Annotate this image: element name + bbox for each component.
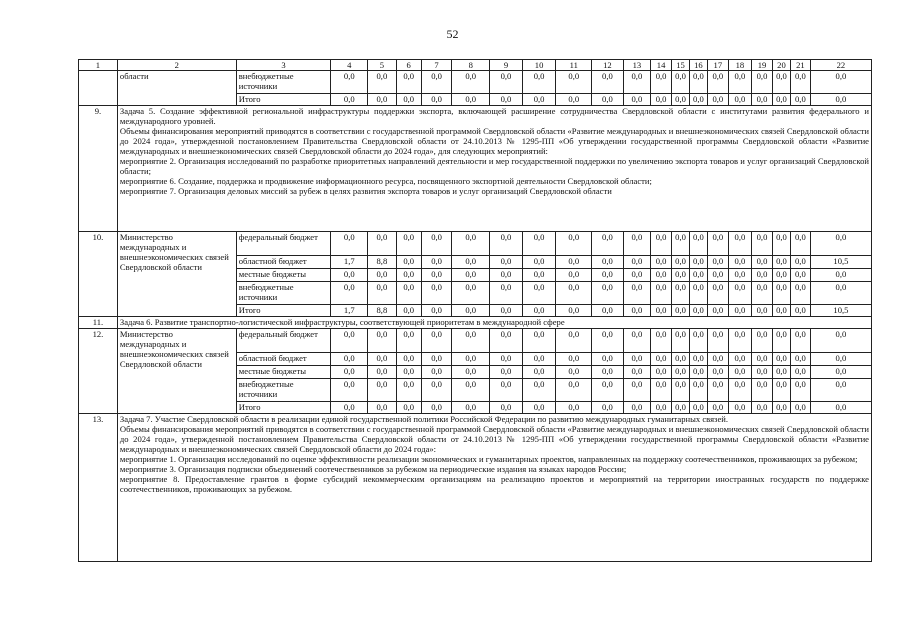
value-cell: 0,0	[651, 256, 672, 269]
value-cell: 0,0	[623, 71, 650, 94]
value-cell: 0,0	[810, 282, 871, 305]
value-cell: 0,0	[396, 269, 421, 282]
value-cell: 0,0	[751, 379, 772, 402]
value-cell: 0,0	[751, 71, 772, 94]
value-cell: 0,0	[689, 282, 707, 305]
value-cell: 0,0	[556, 282, 592, 305]
value-cell: 0,0	[790, 329, 810, 353]
value-cell: 0,0	[331, 353, 368, 366]
value-cell: 0,0	[651, 305, 672, 317]
source-cell: Итого	[236, 402, 331, 414]
value-cell: 0,0	[592, 269, 624, 282]
value-cell: 0,0	[773, 282, 791, 305]
task-paragraph: Задача 5. Создание эффективной региональной инфраструктуры поддержки экспорта, включающей расширение сотрудничества Свердловской области с институтами развития федерального и международного уровней.	[119, 106, 869, 126]
value-cell: 0,0	[331, 71, 368, 94]
value-cell: 0,0	[651, 94, 672, 106]
value-cell: 0,0	[592, 379, 624, 402]
value-cell: 0,0	[556, 232, 592, 256]
task-paragraph: мероприятие 1. Организация исследований по оценке эффективности реализации экономических и гуманитарных проектов, направленных на поддержку соотечественников, проживающих за рубежом;	[119, 454, 858, 464]
value-cell: 0,0	[490, 329, 523, 353]
value-cell: 0,0	[623, 232, 650, 256]
value-cell: 0,0	[592, 366, 624, 379]
value-cell: 0,0	[728, 379, 751, 402]
value-cell: 0,0	[452, 305, 490, 317]
value-cell: 0,0	[707, 256, 728, 269]
value-cell: 0,0	[810, 94, 871, 106]
value-cell: 0,0	[396, 232, 421, 256]
value-cell: 0,0	[522, 232, 556, 256]
value-cell: 0,0	[790, 366, 810, 379]
value-cell: 0,0	[790, 305, 810, 317]
value-cell: 0,0	[751, 232, 772, 256]
value-cell: 0,0	[452, 94, 490, 106]
value-cell: 0,0	[651, 232, 672, 256]
row-number: 9.	[79, 106, 118, 232]
value-cell: 0,0	[556, 353, 592, 366]
value-cell: 0,0	[592, 353, 624, 366]
header-cell: 19	[751, 60, 772, 71]
source-cell: федеральный бюджет	[236, 232, 331, 256]
value-cell: 0,0	[790, 379, 810, 402]
value-cell: 0,0	[396, 329, 421, 353]
value-cell: 0,0	[421, 329, 452, 353]
value-cell: 0,0	[368, 94, 396, 106]
header-cell: 3	[236, 60, 331, 71]
task-text: Задача 6. Развитие транспортно-логистической инфраструктуры, соответствующей приоритетам в международной сфере	[117, 317, 871, 329]
task-paragraph: мероприятие 8. Предоставление грантов в форме субсидий некоммерческим организациям на реализацию проектов и мероприятий на территории иностранных государств по поддержке соотечественников, проживающих за рубежом.	[119, 474, 869, 494]
value-cell: 0,0	[773, 269, 791, 282]
task-paragraph: мероприятие 3. Организация подписки объединений соотечественников за рубежом на периодические издания на языках народов России;	[119, 464, 627, 474]
value-cell: 0,0	[651, 269, 672, 282]
value-cell: 0,0	[707, 269, 728, 282]
value-cell: 0,0	[368, 353, 396, 366]
value-cell: 0,0	[623, 94, 650, 106]
value-cell: 0,0	[368, 282, 396, 305]
value-cell: 0,0	[672, 379, 690, 402]
header-cell: 4	[331, 60, 368, 71]
value-cell: 0,0	[751, 282, 772, 305]
value-cell: 0,0	[452, 256, 490, 269]
value-cell: 0,0	[421, 282, 452, 305]
value-cell: 0,0	[689, 402, 707, 414]
value-cell: 0,0	[689, 256, 707, 269]
value-cell: 0,0	[592, 232, 624, 256]
header-cell: 1	[79, 60, 118, 71]
value-cell: 0,0	[592, 402, 624, 414]
value-cell: 0,0	[751, 256, 772, 269]
value-cell: 0,0	[331, 282, 368, 305]
task-row	[79, 414, 872, 562]
value-cell: 0,0	[689, 353, 707, 366]
value-cell: 0,0	[810, 379, 871, 402]
header-cell: 12	[592, 60, 624, 71]
value-cell: 0,0	[689, 379, 707, 402]
source-cell: внебюджетные источники	[236, 282, 331, 305]
value-cell: 0,0	[522, 71, 556, 94]
value-cell: 0,0	[751, 305, 772, 317]
value-cell: 0,0	[689, 269, 707, 282]
value-cell: 0,0	[522, 353, 556, 366]
value-cell: 0,0	[421, 379, 452, 402]
value-cell: 0,0	[556, 379, 592, 402]
value-cell: 0,0	[368, 366, 396, 379]
value-cell: 0,0	[810, 353, 871, 366]
value-cell: 0,0	[707, 94, 728, 106]
value-cell: 0,0	[368, 379, 396, 402]
value-cell: 0,0	[790, 353, 810, 366]
value-cell: 0,0	[421, 232, 452, 256]
value-cell: 0,0	[452, 329, 490, 353]
value-cell: 0,0	[396, 282, 421, 305]
task-paragraph: Объемы финансирования мероприятий приводятся в соответствии с государственной программой Свердловской области «Развитие международных и внешнеэкономических связей Свердловской области до 2024 года», утвержденной постановлением Правительства Свердловской области от 24.10.2013 № 1295-ПП «Об утверждении государственной программы Свердловской области «Развитие международных и внешнеэкономических связей Свердловской области до 2024 года», для следующих мероприятий:	[119, 126, 869, 156]
value-cell: 0,0	[689, 329, 707, 353]
value-cell: 0,0	[522, 94, 556, 106]
value-cell: 0,0	[728, 305, 751, 317]
value-cell: 0,0	[623, 269, 650, 282]
value-cell: 0,0	[592, 305, 624, 317]
value-cell: 0,0	[490, 282, 523, 305]
value-cell: 0,0	[790, 94, 810, 106]
value-cell: 0,0	[651, 282, 672, 305]
value-cell: 0,0	[623, 305, 650, 317]
value-cell: 0,0	[623, 379, 650, 402]
value-cell: 0,0	[331, 379, 368, 402]
value-cell: 0,0	[421, 256, 452, 269]
value-cell: 0,0	[522, 329, 556, 353]
value-cell: 0,0	[773, 379, 791, 402]
value-cell: 1,7	[331, 256, 368, 269]
value-cell: 0,0	[790, 256, 810, 269]
task-paragraph: Задача 7. Участие Свердловской области в реализации единой государственной политики Российской Федерации по развитию международных гуманитарных связей.	[119, 414, 729, 424]
value-cell: 0,0	[490, 305, 523, 317]
task-row	[79, 106, 872, 232]
header-cell: 16	[689, 60, 707, 71]
value-cell: 0,0	[623, 256, 650, 269]
value-cell: 0,0	[490, 353, 523, 366]
value-cell: 0,0	[810, 366, 871, 379]
value-cell: 0,0	[452, 379, 490, 402]
value-cell: 0,0	[728, 402, 751, 414]
value-cell: 0,0	[331, 232, 368, 256]
value-cell: 0,0	[396, 305, 421, 317]
value-cell: 0,0	[728, 71, 751, 94]
value-cell: 0,0	[689, 305, 707, 317]
value-cell: 0,0	[452, 282, 490, 305]
value-cell: 0,0	[790, 269, 810, 282]
value-cell: 0,0	[751, 94, 772, 106]
header-row	[79, 60, 872, 71]
value-cell: 0,0	[331, 366, 368, 379]
value-cell: 0,0	[672, 282, 690, 305]
executor-cell: Министерство международных и внешнеэкономических связей Свердловской области	[117, 232, 236, 317]
value-cell: 0,0	[651, 379, 672, 402]
value-cell: 0,0	[773, 94, 791, 106]
value-cell: 0,0	[773, 353, 791, 366]
value-cell: 0,0	[490, 269, 523, 282]
value-cell: 0,0	[396, 366, 421, 379]
value-cell: 0,0	[556, 402, 592, 414]
value-cell: 0,0	[556, 305, 592, 317]
value-cell: 0,0	[751, 402, 772, 414]
value-cell: 0,0	[773, 402, 791, 414]
value-cell: 0,0	[810, 329, 871, 353]
value-cell: 0,0	[556, 94, 592, 106]
value-cell: 0,0	[689, 366, 707, 379]
value-cell: 0,0	[522, 402, 556, 414]
value-cell: 0,0	[421, 94, 452, 106]
value-cell: 0,0	[707, 366, 728, 379]
header-cell: 21	[790, 60, 810, 71]
task-text	[117, 414, 871, 562]
row-number	[79, 71, 118, 106]
value-cell: 0,0	[707, 402, 728, 414]
header-cell: 7	[421, 60, 452, 71]
executor-cell: Министерство международных и внешнеэкономических связей Свердловской области	[117, 329, 236, 414]
value-cell: 0,0	[651, 329, 672, 353]
value-cell: 0,0	[672, 366, 690, 379]
header-cell: 2	[117, 60, 236, 71]
header-cell: 18	[728, 60, 751, 71]
value-cell: 0,0	[672, 71, 690, 94]
header-cell: 20	[773, 60, 791, 71]
header-cell: 14	[651, 60, 672, 71]
value-cell: 0,0	[773, 71, 791, 94]
source-cell: местные бюджеты	[236, 269, 331, 282]
value-cell: 0,0	[490, 402, 523, 414]
value-cell: 0,0	[810, 71, 871, 94]
value-cell: 0,0	[773, 305, 791, 317]
value-cell: 0,0	[490, 379, 523, 402]
value-cell: 0,0	[707, 379, 728, 402]
header-cell: 6	[396, 60, 421, 71]
value-cell: 0,0	[421, 71, 452, 94]
header-cell: 10	[522, 60, 556, 71]
value-cell: 0,0	[556, 329, 592, 353]
task-text	[117, 106, 871, 232]
value-cell: 0,0	[490, 366, 523, 379]
value-cell: 0,0	[672, 232, 690, 256]
value-cell: 0,0	[331, 329, 368, 353]
table-row	[79, 232, 872, 256]
value-cell: 10,5	[810, 256, 871, 269]
value-cell: 0,0	[368, 269, 396, 282]
value-cell: 0,0	[396, 353, 421, 366]
value-cell: 0,0	[728, 256, 751, 269]
value-cell: 0,0	[452, 353, 490, 366]
value-cell: 0,0	[728, 94, 751, 106]
value-cell: 0,0	[331, 402, 368, 414]
value-cell: 0,0	[751, 366, 772, 379]
task-paragraph: мероприятие 6. Создание, поддержка и продвижение информационного ресурса, посвященного экспортной деятельности Свердловской области;	[119, 176, 652, 186]
value-cell: 0,0	[490, 71, 523, 94]
value-cell: 0,0	[689, 71, 707, 94]
value-cell: 0,0	[623, 366, 650, 379]
value-cell: 0,0	[452, 269, 490, 282]
value-cell: 0,0	[728, 366, 751, 379]
value-cell: 0,0	[623, 329, 650, 353]
table-row	[79, 71, 872, 94]
value-cell: 0,0	[331, 94, 368, 106]
value-cell: 0,0	[452, 366, 490, 379]
value-cell: 0,0	[421, 402, 452, 414]
value-cell: 0,0	[396, 256, 421, 269]
header-cell: 22	[810, 60, 871, 71]
header-cell: 9	[490, 60, 523, 71]
value-cell: 0,0	[522, 282, 556, 305]
value-cell: 0,0	[728, 269, 751, 282]
value-cell: 0,0	[396, 402, 421, 414]
row-number: 11.	[79, 317, 118, 329]
value-cell: 0,0	[522, 269, 556, 282]
value-cell: 0,0	[728, 329, 751, 353]
value-cell: 0,0	[592, 282, 624, 305]
value-cell: 0,0	[421, 353, 452, 366]
value-cell: 0,0	[396, 379, 421, 402]
value-cell: 0,0	[672, 269, 690, 282]
value-cell: 8,8	[368, 256, 396, 269]
source-cell: областной бюджет	[236, 353, 331, 366]
value-cell: 0,0	[773, 366, 791, 379]
value-cell: 0,0	[623, 402, 650, 414]
value-cell: 0,0	[790, 402, 810, 414]
source-cell: федеральный бюджет	[236, 329, 331, 353]
value-cell: 0,0	[707, 329, 728, 353]
executor-cell: области	[117, 71, 236, 106]
value-cell: 0,0	[490, 94, 523, 106]
header-cell: 8	[452, 60, 490, 71]
source-cell: внебюджетные источники	[236, 379, 331, 402]
value-cell: 8,8	[368, 305, 396, 317]
value-cell: 0,0	[728, 353, 751, 366]
value-cell: 0,0	[707, 305, 728, 317]
value-cell: 0,0	[592, 256, 624, 269]
value-cell: 1,7	[331, 305, 368, 317]
value-cell: 0,0	[728, 232, 751, 256]
value-cell: 0,0	[773, 329, 791, 353]
source-cell: Итого	[236, 94, 331, 106]
value-cell: 0,0	[707, 282, 728, 305]
value-cell: 10,5	[810, 305, 871, 317]
value-cell: 0,0	[790, 71, 810, 94]
value-cell: 0,0	[623, 282, 650, 305]
task-paragraph: мероприятие 2. Организация исследований по разработке приоритетных направлений деятельности и мер государственной поддержки по увеличению экспорта товаров и услуг организаций Свердловской области;	[119, 156, 869, 176]
value-cell: 0,0	[672, 94, 690, 106]
value-cell: 0,0	[689, 94, 707, 106]
row-number: 13.	[79, 414, 118, 562]
header-cell: 11	[556, 60, 592, 71]
source-cell: Итого	[236, 305, 331, 317]
financing-table	[78, 59, 872, 562]
value-cell: 0,0	[672, 402, 690, 414]
value-cell: 0,0	[751, 269, 772, 282]
source-cell: областной бюджет	[236, 256, 331, 269]
value-cell: 0,0	[592, 329, 624, 353]
value-cell: 0,0	[672, 256, 690, 269]
value-cell: 0,0	[421, 269, 452, 282]
value-cell: 0,0	[773, 256, 791, 269]
source-cell: внебюджетные источники	[236, 71, 331, 94]
value-cell: 0,0	[751, 329, 772, 353]
value-cell: 0,0	[651, 366, 672, 379]
value-cell: 0,0	[651, 402, 672, 414]
value-cell: 0,0	[810, 269, 871, 282]
value-cell: 0,0	[421, 305, 452, 317]
value-cell: 0,0	[331, 269, 368, 282]
value-cell: 0,0	[707, 232, 728, 256]
value-cell: 0,0	[490, 232, 523, 256]
value-cell: 0,0	[368, 232, 396, 256]
value-cell: 0,0	[651, 71, 672, 94]
task-paragraph: Объемы финансирования мероприятий приводятся в соответствии с государственной программой Свердловской области «Развитие международных и внешнеэкономических связей Свердловской области до 2024 года», утвержденной постановлением Правительства Свердловской области от 24.10.2013 № 1295-ПП «Об утверждении государственной программы Свердловской области «Развитие международных и внешнеэкономических связей Свердловской области до 2024 года»:	[119, 424, 869, 454]
value-cell: 0,0	[728, 282, 751, 305]
value-cell: 0,0	[672, 329, 690, 353]
value-cell: 0,0	[592, 94, 624, 106]
value-cell: 0,0	[773, 232, 791, 256]
value-cell: 0,0	[556, 71, 592, 94]
value-cell: 0,0	[396, 71, 421, 94]
task-paragraph: мероприятие 7. Организация деловых миссий за рубеж в целях развития экспорта товаров и услуг организаций Свердловской области	[119, 186, 612, 196]
value-cell: 0,0	[556, 256, 592, 269]
header-cell: 17	[707, 60, 728, 71]
row-number: 10.	[79, 232, 118, 317]
value-cell: 0,0	[651, 353, 672, 366]
value-cell: 0,0	[421, 366, 452, 379]
value-cell: 0,0	[452, 402, 490, 414]
value-cell: 0,0	[790, 282, 810, 305]
header-cell: 5	[368, 60, 396, 71]
value-cell: 0,0	[689, 232, 707, 256]
header-cell: 13	[623, 60, 650, 71]
value-cell: 0,0	[368, 402, 396, 414]
value-cell: 0,0	[452, 71, 490, 94]
value-cell: 0,0	[592, 71, 624, 94]
value-cell: 0,0	[490, 256, 523, 269]
value-cell: 0,0	[396, 94, 421, 106]
table-row	[79, 329, 872, 353]
value-cell: 0,0	[522, 379, 556, 402]
value-cell: 0,0	[810, 402, 871, 414]
task-row	[79, 317, 872, 329]
value-cell: 0,0	[556, 269, 592, 282]
value-cell: 0,0	[556, 366, 592, 379]
value-cell: 0,0	[790, 232, 810, 256]
value-cell: 0,0	[751, 353, 772, 366]
value-cell: 0,0	[672, 353, 690, 366]
value-cell: 0,0	[810, 232, 871, 256]
row-number: 12.	[79, 329, 118, 414]
value-cell: 0,0	[672, 305, 690, 317]
value-cell: 0,0	[368, 329, 396, 353]
value-cell: 0,0	[522, 305, 556, 317]
value-cell: 0,0	[707, 353, 728, 366]
value-cell: 0,0	[707, 71, 728, 94]
page-number: 52	[446, 27, 459, 41]
source-cell: местные бюджеты	[236, 366, 331, 379]
value-cell: 0,0	[522, 256, 556, 269]
value-cell: 0,0	[368, 71, 396, 94]
value-cell: 0,0	[452, 232, 490, 256]
value-cell: 0,0	[522, 366, 556, 379]
value-cell: 0,0	[623, 353, 650, 366]
header-cell: 15	[672, 60, 690, 71]
